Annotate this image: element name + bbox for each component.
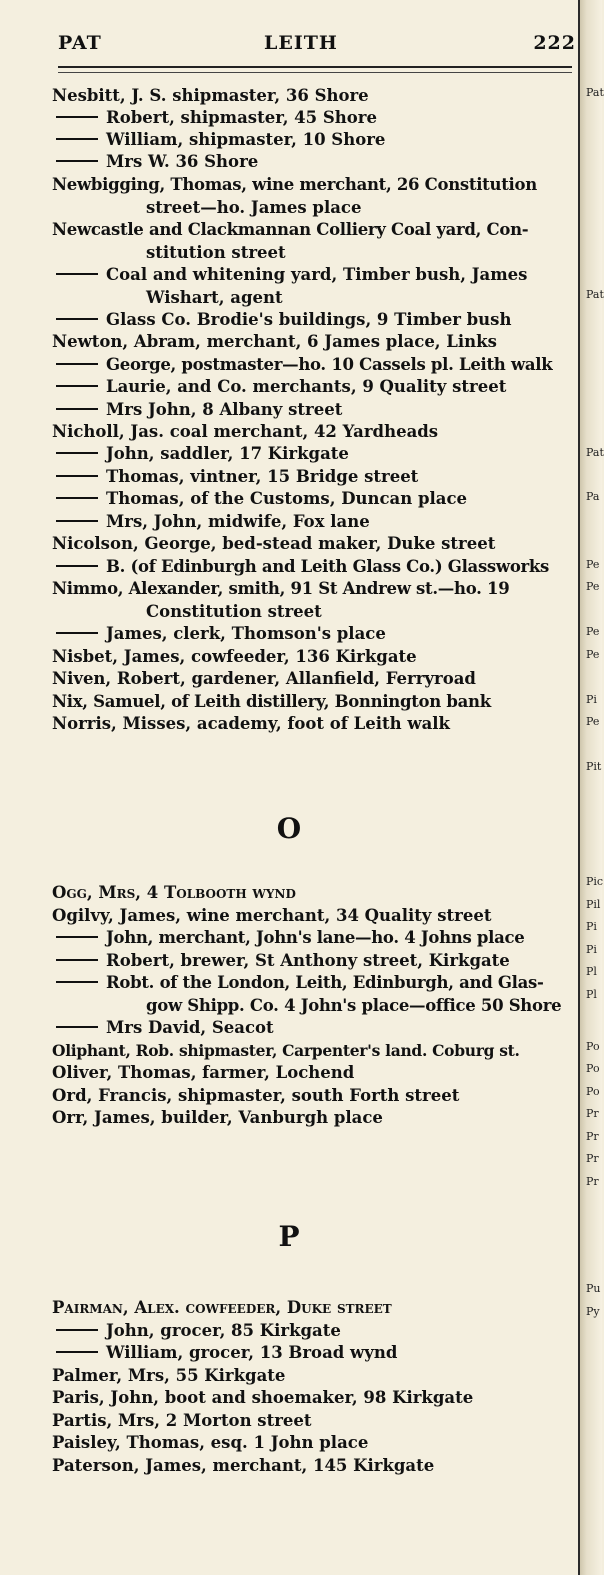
- entry: Paisley, Thomas, esq. 1 John place: [52, 1433, 369, 1452]
- entry: Thomas, vintner, 15 Bridge street: [52, 466, 572, 489]
- entry: John, merchant, John's lane—ho. 4 Johns place: [52, 927, 572, 950]
- entry: Nesbitt, J. S. shipmaster, 36 Shore: [52, 86, 369, 105]
- entry: Mrs John, 8 Albany street: [52, 399, 572, 422]
- entry: Coal and whitening yard, Timber bush, James: [52, 264, 572, 287]
- entry: William, grocer, 13 Broad wynd: [52, 1342, 572, 1365]
- adjacent-page-edge: [578, 0, 602, 1575]
- entry: Thomas, of the Customs, Duncan place: [52, 488, 572, 511]
- entry: Glass Co. Brodie's buildings, 9 Timber bush: [52, 309, 572, 332]
- entry: Ord, Francis, shipmaster, south Forth street: [52, 1086, 460, 1105]
- entry: Orr, James, builder, Vanburgh place: [52, 1108, 383, 1127]
- gutter-mark: Pu: [586, 1282, 601, 1295]
- entry: Newton, Abram, merchant, 6 James place, Links: [52, 332, 497, 351]
- section-heading-p: P: [278, 1220, 300, 1253]
- entry: Mrs David, Seacot: [52, 1017, 572, 1040]
- entry: Palmer, Mrs, 55 Kirkgate: [52, 1366, 286, 1385]
- gutter-mark: Py: [586, 1305, 600, 1318]
- header-rule: [58, 66, 572, 73]
- gutter-mark: Pat: [586, 288, 604, 301]
- entry: Laurie, and Co. merchants, 9 Quality street: [52, 376, 572, 399]
- entry: James, clerk, Thomson's place: [52, 623, 572, 646]
- gutter-mark: Pe: [586, 625, 600, 638]
- entry: Oliphant, Rob. shipmaster, Carpenter's land. Coburg st.: [52, 1041, 520, 1060]
- entry: John, saddler, 17 Kirkgate: [52, 443, 572, 466]
- entry-continuation: Constitution street: [146, 602, 322, 621]
- gutter-mark: Pr: [586, 1175, 599, 1188]
- gutter-mark: Po: [586, 1085, 600, 1098]
- entry: Robert, brewer, St Anthony street, Kirkgate: [52, 950, 572, 973]
- gutter-mark: Po: [586, 1062, 600, 1075]
- entry: Ogg, Mrs, 4 Tolbooth wynd: [52, 883, 296, 902]
- gutter-mark: Pe: [586, 715, 600, 728]
- entry-continuation: street—ho. James place: [146, 198, 362, 217]
- entry: B. (of Edinburgh and Leith Glass Co.) Glassworks: [52, 556, 572, 579]
- entry: Nicholl, Jas. coal merchant, 42 Yardheads: [52, 422, 439, 441]
- entry: Newbigging, Thomas, wine merchant, 26 Constitution: [52, 175, 537, 194]
- gutter-mark: Pat: [586, 86, 604, 99]
- gutter-mark: Pr: [586, 1130, 599, 1143]
- gutter-mark: Pe: [586, 648, 600, 661]
- entry: Partis, Mrs, 2 Morton street: [52, 1411, 312, 1430]
- entry: George, postmaster—ho. 10 Cassels pl. Leith walk: [52, 354, 572, 377]
- header-left: PAT: [58, 32, 102, 54]
- entry: Newcastle and Clackmannan Colliery Coal yard, Con-: [52, 220, 529, 239]
- entry: Robert, shipmaster, 45 Shore: [52, 107, 572, 130]
- gutter-mark: Pi: [586, 693, 597, 706]
- page-number: 222: [533, 32, 576, 54]
- gutter-mark: Pr: [586, 1152, 599, 1165]
- gutter-mark: Pit: [586, 760, 602, 773]
- entry-continuation: stitution street: [146, 243, 286, 262]
- header-center: LEITH: [264, 32, 338, 54]
- entry: Nisbet, James, cowfeeder, 136 Kirkgate: [52, 647, 417, 666]
- entry: Nix, Samuel, of Leith distillery, Bonnington bank: [52, 692, 491, 711]
- gutter-mark: Pat: [586, 446, 604, 459]
- gutter-mark: Pl: [586, 988, 597, 1001]
- section-heading-o: O: [276, 812, 302, 845]
- gutter-mark: Po: [586, 1040, 600, 1053]
- gutter-mark: Pr: [586, 1107, 599, 1120]
- running-header: [58, 30, 576, 58]
- entry: Paterson, James, merchant, 145 Kirkgate: [52, 1456, 435, 1475]
- entry: William, shipmaster, 10 Shore: [52, 129, 572, 152]
- gutter-mark: Pi: [586, 920, 597, 933]
- entry: Oliver, Thomas, farmer, Lochend: [52, 1063, 355, 1082]
- entry-continuation: gow Shipp. Co. 4 John's place—office 50 Shore: [146, 996, 562, 1015]
- entry: Mrs W. 36 Shore: [52, 151, 572, 174]
- gutter-mark: Pl: [586, 965, 597, 978]
- entry: Nimmo, Alexander, smith, 91 St Andrew st.—ho. 19: [52, 579, 510, 598]
- gutter-mark: Pic: [586, 875, 604, 888]
- gutter-mark: Pil: [586, 898, 601, 911]
- gutter-mark: Pa: [586, 490, 600, 503]
- entry: Pairman, Alex. cowfeeder, Duke street: [52, 1298, 392, 1317]
- entry: Norris, Misses, academy, foot of Leith walk: [52, 714, 450, 733]
- entry: Niven, Robert, gardener, Allanfield, Ferryroad: [52, 669, 476, 688]
- entry: John, grocer, 85 Kirkgate: [52, 1320, 572, 1343]
- entry: Ogilvy, James, wine merchant, 34 Quality street: [52, 906, 492, 925]
- gutter-mark: Pi: [586, 943, 597, 956]
- entry: Paris, John, boot and shoemaker, 98 Kirkgate: [52, 1388, 474, 1407]
- entry: Robt. of the London, Leith, Edinburgh, and Glas-: [52, 972, 572, 995]
- entry-continuation: Wishart, agent: [146, 288, 283, 307]
- entry: Nicolson, George, bed-stead maker, Duke street: [52, 534, 496, 553]
- entry: Mrs, John, midwife, Fox lane: [52, 511, 572, 534]
- gutter-mark: Pe: [586, 558, 600, 571]
- gutter-mark: Pe: [586, 580, 600, 593]
